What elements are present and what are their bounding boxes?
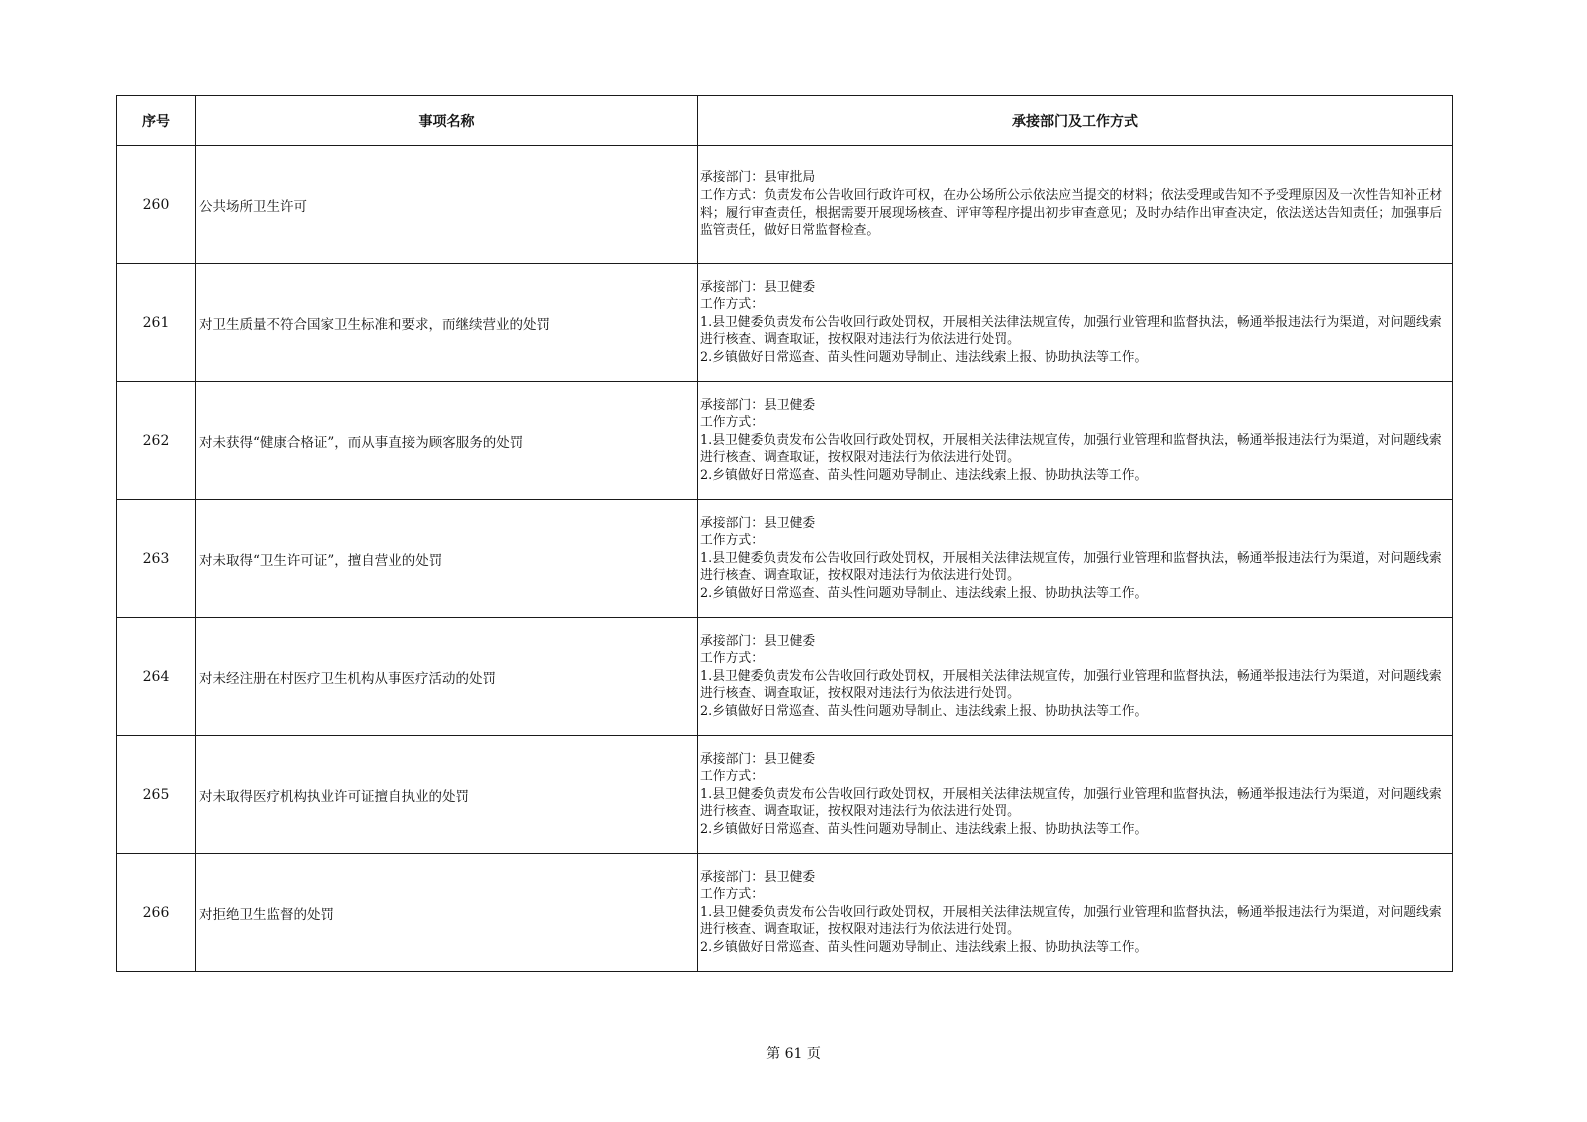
- method-line: 2.乡镇做好日常巡查、苗头性问题劝导制止、违法线索上报、协助执法等工作。: [700, 703, 1148, 719]
- matter-name: 对未经注册在村医疗卫生机构从事医疗活动的处罚: [196, 618, 698, 736]
- method-line: 工作方式：: [700, 651, 764, 667]
- method-line: 1.县卫健委负责发布公告收回行政处罚权，开展相关法律法规宣传，加强行业管理和监督执法，畅通举报违法行为渠道，对问题线索进行核查、调查取证，按权限对违法行为依法进行处罚。: [700, 786, 1442, 820]
- row-number: 266: [117, 854, 196, 972]
- table-row: [117, 264, 1453, 382]
- row-number: 261: [117, 264, 196, 382]
- matter-name: 对未获得“健康合格证”，而从事直接为顾客服务的处罚: [196, 382, 698, 500]
- method-line: 工作方式：: [700, 415, 764, 431]
- method-line: 2.乡镇做好日常巡查、苗头性问题劝导制止、违法线索上报、协助执法等工作。: [700, 939, 1148, 955]
- row-number: 264: [117, 618, 196, 736]
- method-line: 2.乡镇做好日常巡查、苗头性问题劝导制止、违法线索上报、协助执法等工作。: [700, 585, 1148, 601]
- table-row: [117, 736, 1453, 854]
- method-line: 1.县卫健委负责发布公告收回行政处罚权，开展相关法律法规宣传，加强行业管理和监督执法，畅通举报违法行为渠道，对问题线索进行核查、调查取证，按权限对违法行为依法进行处罚。: [700, 550, 1442, 584]
- table-row: [117, 146, 1453, 264]
- dept-line: 承接部门：县卫健委: [700, 515, 816, 531]
- method-line: 2.乡镇做好日常巡查、苗头性问题劝导制止、违法线索上报、协助执法等工作。: [700, 349, 1148, 365]
- method-line: 2.乡镇做好日常巡查、苗头性问题劝导制止、违法线索上报、协助执法等工作。: [700, 821, 1148, 837]
- page-number: 第 61 页: [766, 1046, 821, 1062]
- table-row: [117, 618, 1453, 736]
- matter-name: 对卫生质量不符合国家卫生标准和要求，而继续营业的处罚: [196, 264, 698, 382]
- row-number: 260: [117, 146, 196, 264]
- table-row: [117, 500, 1453, 618]
- table-row: [117, 382, 1453, 500]
- row-number: 263: [117, 500, 196, 618]
- dept-line: 承接部门：县卫健委: [700, 633, 816, 649]
- method-line: 2.乡镇做好日常巡查、苗头性问题劝导制止、违法线索上报、协助执法等工作。: [700, 467, 1148, 483]
- header-row: [117, 96, 1453, 146]
- header-no: 序号: [117, 96, 196, 146]
- method-line: 工作方式：: [700, 769, 764, 785]
- dept-line: 承接部门：县卫健委: [700, 869, 816, 885]
- dept-line: 承接部门：县审批局: [700, 170, 816, 186]
- dept-line: 承接部门：县卫健委: [700, 397, 816, 413]
- header-name: 事项名称: [196, 96, 698, 146]
- method-line: 1.县卫健委负责发布公告收回行政处罚权，开展相关法律法规宣传，加强行业管理和监督执法，畅通举报违法行为渠道，对问题线索进行核查、调查取证，按权限对违法行为依法进行处罚。: [700, 668, 1442, 702]
- dept-and-method: [698, 854, 1453, 972]
- method-line: 工作方式：: [700, 887, 764, 903]
- method-line: 1.县卫健委负责发布公告收回行政处罚权，开展相关法律法规宣传，加强行业管理和监督执法，畅通举报违法行为渠道，对问题线索进行核查、调查取证，按权限对违法行为依法进行处罚。: [700, 432, 1442, 466]
- table-row: [117, 854, 1453, 972]
- matter-name: 对拒绝卫生监督的处罚: [196, 854, 698, 972]
- method-line: 工作方式：负责发布公告收回行政许可权，在办公场所公示依法应当提交的材料；依法受理或告知不予受理原因及一次性告知补正材料；履行审查责任，根据需要开展现场核查、评审等程序提出初步审查意见；及时办结作出审查决定，依法送达告知责任；加强事后监管责任，做好日常监督检查。: [700, 187, 1443, 239]
- dept-and-method: [698, 618, 1453, 736]
- dept-line: 承接部门：县卫健委: [700, 279, 816, 295]
- dept-and-method: [698, 382, 1453, 500]
- dept-and-method: [698, 736, 1453, 854]
- matters-table: [116, 95, 1453, 972]
- row-number: 262: [117, 382, 196, 500]
- matter-name: 公共场所卫生许可: [196, 146, 698, 264]
- method-line: 1.县卫健委负责发布公告收回行政处罚权，开展相关法律法规宣传，加强行业管理和监督执法，畅通举报违法行为渠道，对问题线索进行核查、调查取证，按权限对违法行为依法进行处罚。: [700, 904, 1442, 938]
- dept-and-method: [698, 500, 1453, 618]
- matter-name: 对未取得医疗机构执业许可证擅自执业的处罚: [196, 736, 698, 854]
- row-number: 265: [117, 736, 196, 854]
- header-dept: 承接部门及工作方式: [698, 96, 1453, 146]
- dept-line: 承接部门：县卫健委: [700, 751, 816, 767]
- dept-and-method: [698, 264, 1453, 382]
- method-line: 工作方式：: [700, 533, 764, 549]
- method-line: 工作方式：: [700, 297, 764, 313]
- matter-name: 对未取得“卫生许可证”，擅自营业的处罚: [196, 500, 698, 618]
- dept-and-method: [698, 146, 1453, 264]
- method-line: 1.县卫健委负责发布公告收回行政处罚权，开展相关法律法规宣传，加强行业管理和监督执法，畅通举报违法行为渠道，对问题线索进行核查、调查取证，按权限对违法行为依法进行处罚。: [700, 314, 1442, 348]
